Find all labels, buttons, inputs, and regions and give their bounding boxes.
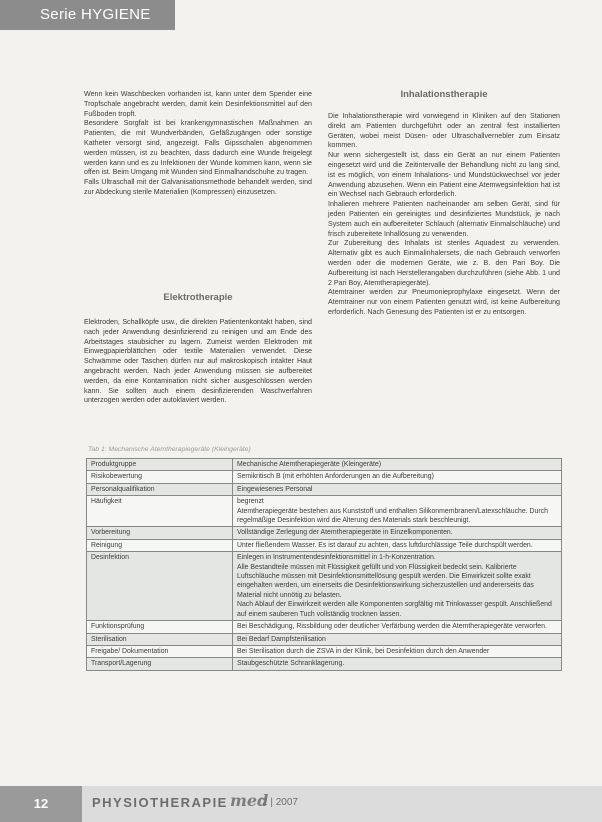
left-column — [84, 90, 312, 198]
page-number: 12 — [0, 786, 82, 822]
table-cell-value: Staubgeschützte Schranklagerung. — [233, 658, 562, 670]
table-cell-key: Reinigung — [87, 539, 233, 551]
section-heading-inhalationstherapie: Inhalationstherapie — [400, 89, 488, 100]
issue-number: 2 | 2007 — [262, 797, 298, 808]
table-row — [87, 552, 562, 621]
paragraph: Besondere Sorgfalt ist bei krankengymnastischen Maßnahmen an Patienten, die mit Wundverbänden, Gefäßzugängen oder sonstige Katheter versorgt sind, angezeigt. Falls Gipsschalen abgenommen werden müssen, ist zu beachten, dass dadurch eine Wunde freigelegt werden kann und es zu Infektionen der Wunde kommen kann, wenn sie offen ist. Beim Umgang mit Wunden sind Einmalhandschuhe zu tragen. — [84, 119, 312, 177]
table-cell-value: Einlegen in Instrumentendesinfektionsmittel in 1-h-Konzentration. Alle Bestandteile müssen mit Flüssigkeit gefüllt und von Flüssigkeit bedeckt sein. Kalibrierte Luftschläuche müssen mit Desinfektionsmittellösung gespült werden. Die Einwirkzeit sollte exakt eingehalten werden, um einerseits die Desinfektionswirkung sicherzustellen und andererseits das Material nicht unnötig zu belasten. Nach Ablauf der Einwirkzeit werden alle Komponenten sorgfältig mit Trinkwasser gespült. Anschließend auf einem sauberen Tuch vollständig trocknen lassen. — [233, 552, 562, 621]
table-cell-value: begrenzt Atemtherapiegeräte bestehen aus Kunststoff und enthalten Silikonmembranen/Latexschläuche. Durch regelmäßige Desinfektion wird die Alterung des Materials stark beschleunigt. — [233, 496, 562, 527]
table-cell-key: Funktionsprüfung — [87, 621, 233, 633]
table-cell-value: Eingewiesenes Personal — [233, 483, 562, 495]
paragraph: Nur wenn sichergestellt ist, dass ein Gerät an nur einem Patienten eingesetzt wird und die Zeitintervalle der Behandlung nicht zu lang sind, ist es möglich, von einem Inhalations- und Mundstückwechsel vor jeder Anwendung abzusehen. Wenn ein Patient eine Atemwegsinfektion hat ist ein Wechsel nach Gebrauch erforderlich. — [328, 151, 560, 199]
series-banner — [0, 0, 175, 30]
table-row — [87, 633, 562, 645]
table-cell-key: Häufigkeit — [87, 496, 233, 527]
table-row — [87, 471, 562, 483]
table-row — [87, 621, 562, 633]
table-cell-value: Bei Sterilisation durch die ZSVA in der Klinik, bei Desinfektion durch den Anwender — [233, 645, 562, 657]
table-cell-key: Personalqualifikation — [87, 483, 233, 495]
table-cell-key: Sterilisation — [87, 633, 233, 645]
table-cell-key: Desinfektion — [87, 552, 233, 621]
footer-bar — [0, 786, 602, 822]
table-row — [87, 658, 562, 670]
right-column — [328, 112, 560, 318]
table-row — [87, 459, 562, 471]
table-cell-value: Semikritisch B (mit erhöhten Anforderungen an die Aufbereitung) — [233, 471, 562, 483]
paragraph: Die Inhalationstherapie wird vorwiegend in Kliniken auf den Stationen direkt am Patienten durchgeführt oder an zentral fest installierten Geräten, wobei meist Düsen- oder Ultraschallvernebler zum Einsatz kommen. — [328, 112, 560, 150]
table-cell-key: Freigabe/ Dokumentation — [87, 645, 233, 657]
table-cell-key: Transport/Lagerung — [87, 658, 233, 670]
paragraph: Wenn kein Waschbecken vorhanden ist, kann unter dem Spender eine Tropfschale angebracht werden, damit kein Desinfektionsmittel auf den Fußboden tropft. — [84, 90, 312, 118]
table-cell-value: Vollständige Zerlegung der Atemtherapiegeräte in Einzelkomponenten. — [233, 527, 562, 539]
paragraph: Falls Ultraschall mit der Galvanisationsmethode behandelt werden, sind zur Abdeckung sterile Materialien (Kompressen) einzusetzen. — [84, 178, 312, 196]
table-row — [87, 539, 562, 551]
paragraph: Zur Zubereitung des Inhalats ist steriles Aquadest zu verwenden. Alternativ gibt es auch Einmalinhalersets, die nach Gebrauch verworfen werden oder die modernen Geräte, wie z. B. den Pari Boy. Die Aufbereitung ist nach Herstellerangaben durchzuführen (siehe Abb. 1 und 2 Pari Boy, Atemtherapiegeräte). — [328, 239, 560, 287]
paragraph: Inhalieren mehrere Patienten nacheinander am selben Gerät, sind für jeden Patienten ein gereinigtes und desinfiziertes Mundstück, je nach System auch ein aufbereiteter Schlauch (alternativ Einmalschläuche) und frisch zubereitete Inhallösung zu verwenden. — [328, 200, 560, 238]
data-table — [86, 458, 562, 671]
table-cell-key: Vorbereitung — [87, 527, 233, 539]
table-cell-value: Mechanische Atemtherapiegeräte (Kleingeräte) — [233, 459, 562, 471]
section-heading-elektrotherapie: Elektrotherapie — [163, 292, 233, 303]
table-cell-key: Produktgruppe — [87, 459, 233, 471]
paragraph: Elektroden, Schallköpfe usw., die direkten Patientenkontakt haben, sind nach jeder Anwendung desinfizierend zu reinigen und am Ende des Arbeitstages staubsicher zu lagern. Zumeist werden Elektroden mit Einwegpapierblättchen oder textile Materialien verwendet. Diese Schwämme oder Taschen dürfen nur auf makroskopisch intakter Haut angebracht werden. Nach jeder Anwendung müssen sie aufbereitet werden, da eine Kontamination nicht sicher ausgeschlossen werden kann. Sie sollten auch einem desinfizierenden Waschverfahren unterzogen werden oder autoklaviert werden. — [84, 318, 312, 405]
table-cell-value: Unter fließendem Wasser. Es ist darauf zu achten, dass luftdurchlässige Teile durchspült werden. — [233, 539, 562, 551]
table-cell-value: Bei Bedarf Dampfsterilisation — [233, 633, 562, 645]
table-row — [87, 527, 562, 539]
table-cell-key: Risikobewertung — [87, 471, 233, 483]
table-cell-value: Bei Beschädigung, Rissbildung oder deutlicher Verfärbung werden die Atemtherapiegeräte verworfen. — [233, 621, 562, 633]
magazine-title: PHYSIOTHERAPIE — [92, 795, 228, 810]
series-label: Serie HYGIENE — [40, 6, 151, 23]
table-caption: Tab 1: Mechanische Atemtherapiegeräte (Kleingeräte) — [88, 446, 251, 453]
paragraph: Atemtrainer werden zur Pneumonieprophylaxe eingesetzt. Wenn der Atemtrainer nur von einem Patienten genutzt wird, ist keine Aufbereitung erforderlich. Nach Genesung des Patienten ist er zu entsorgen. — [328, 288, 560, 316]
magazine-suffix: med — [230, 791, 269, 810]
table-row — [87, 483, 562, 495]
table-row — [87, 496, 562, 527]
elektrotherapie-body — [84, 318, 312, 406]
table-row — [87, 645, 562, 657]
